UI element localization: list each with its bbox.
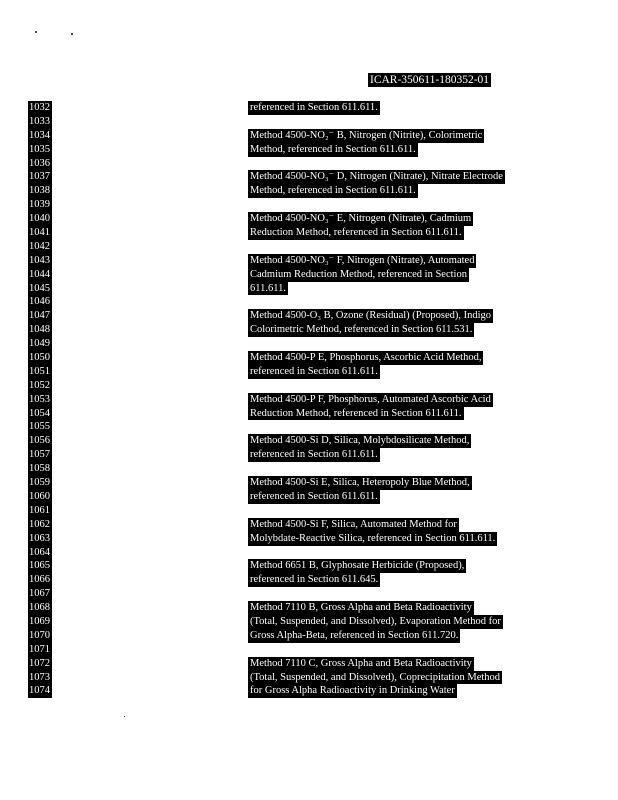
text-line (28, 379, 588, 393)
text-line (28, 504, 588, 518)
line-text: Method 4500-Si F, Silica, Automated Method for (250, 518, 457, 530)
text-line (28, 532, 588, 546)
line-number: 1050 (29, 352, 50, 364)
line-text: Method 7110 C, Gross Alpha and Beta Radioactivity (250, 657, 472, 669)
line-text: Reduction Method, referenced in Section 611.611. (250, 227, 462, 239)
line-text: referenced in Section 611.611. (250, 102, 378, 113)
text-line (28, 448, 588, 462)
line-number: 1066 (29, 574, 50, 586)
line-number: 1046 (29, 296, 50, 308)
line-number: 1056 (29, 435, 50, 447)
line-text: referenced in Section 611.645. (250, 574, 379, 586)
text-line (28, 323, 588, 337)
text-line (28, 143, 588, 157)
line-number: 1052 (29, 379, 50, 391)
line-number: 1044 (29, 268, 50, 280)
line-number: 1051 (29, 365, 50, 377)
line-text: Reduction Method, referenced in Section 611.611. (250, 407, 462, 419)
text-line (28, 184, 588, 198)
text-line (28, 365, 588, 379)
line-number: 1062 (29, 518, 50, 530)
text-line (28, 295, 588, 309)
text-line (28, 671, 588, 685)
line-number: 1059 (29, 477, 50, 489)
line-text: Method, referenced in Section 611.611. (250, 143, 416, 155)
line-number: 1032 (29, 102, 50, 113)
text-line (28, 129, 588, 143)
line-text: Colorimetric Method, referenced in Section 611.531. (250, 324, 473, 336)
line-text: Method 4500-P F, Phosphorus, Automated Ascorbic Acid (250, 393, 491, 405)
text-line (28, 546, 588, 560)
text-line (28, 573, 588, 587)
text-line (28, 254, 588, 268)
line-number: 1061 (29, 504, 50, 516)
line-text: Method 4500-NO₃⁻ D, Nitrogen (Nitrate), Nitrate Electrode (250, 171, 503, 183)
document-id: ICAR-350611-180352-01 (370, 74, 490, 86)
line-number: 1071 (29, 643, 50, 655)
line-text: referenced in Section 611.611. (250, 490, 378, 502)
line-number: 1041 (29, 227, 50, 239)
text-line (28, 684, 588, 698)
line-text: Method 7110 B, Gross Alpha and Beta Radioactivity (250, 602, 472, 614)
text-line (28, 559, 588, 573)
line-number: 1057 (29, 449, 50, 461)
line-number: 1058 (29, 463, 50, 475)
line-number: 1053 (29, 393, 50, 405)
text-line (28, 240, 588, 254)
line-number: 1068 (29, 602, 50, 614)
text-line (28, 407, 588, 421)
line-text: (Total, Suspended, and Dissolved), Coprecipitation Method (250, 671, 501, 683)
text-line (28, 629, 588, 643)
text-line (28, 212, 588, 226)
line-text: Method, referenced in Section 611.611. (250, 185, 416, 197)
line-text: Molybdate-Reactive Silica, referenced in Section 611.611. (250, 532, 496, 544)
line-text: Method 4500-NO₃⁻ F, Nitrogen (Nitrate), Automated (250, 254, 475, 266)
line-number: 1035 (29, 143, 50, 155)
text-line (28, 518, 588, 532)
line-number: 1036 (29, 157, 50, 169)
text-line (28, 601, 588, 615)
text-line (28, 101, 588, 115)
line-number: 1037 (29, 171, 50, 183)
line-number: 1034 (29, 129, 50, 141)
line-text: for Gross Alpha Radioactivity in Drinking Water (250, 685, 455, 697)
text-line (28, 309, 588, 323)
line-number: 1047 (29, 310, 50, 322)
line-number: 1033 (29, 115, 50, 127)
line-text: Method 4500-NO₂⁻ B, Nitrogen (Nitrite), Colorimetric (250, 129, 483, 141)
line-number: 1042 (29, 240, 50, 252)
line-numbered-text (28, 101, 588, 698)
text-line (28, 587, 588, 601)
text-line (28, 351, 588, 365)
text-line (28, 115, 588, 129)
text-line (28, 282, 588, 296)
text-line (28, 198, 588, 212)
line-text: Gross Alpha-Beta, referenced in Section 611.720. (250, 629, 459, 641)
line-text: Method 6651 B, Glyphosate Herbicide (Proposed), (250, 560, 465, 572)
line-number: 1073 (29, 671, 50, 683)
line-text: Method 4500-O₃ B, Ozone (Residual) (Proposed), Indigo (250, 310, 492, 322)
text-line (28, 420, 588, 434)
line-text: referenced in Section 611.611. (250, 365, 378, 377)
line-number: 1038 (29, 185, 50, 197)
text-line (28, 170, 588, 184)
line-text: Cadmium Reduction Method, referenced in Section (250, 268, 467, 280)
line-number: 1065 (29, 560, 50, 572)
line-number: 1064 (29, 546, 50, 558)
line-number: 1049 (29, 338, 50, 350)
line-number: 1067 (29, 588, 50, 600)
text-line (28, 657, 588, 671)
line-number: 1045 (29, 282, 50, 294)
scan-speck (124, 716, 125, 717)
line-number: 1048 (29, 324, 50, 336)
line-text: Method 4500-Si D, Silica, Molybdosilicate Method, (250, 435, 470, 447)
line-number: 1043 (29, 254, 50, 266)
text-line (28, 462, 588, 476)
line-number: 1055 (29, 421, 50, 433)
text-line (28, 268, 588, 282)
text-line (28, 476, 588, 490)
line-text: 611.611. (250, 282, 286, 294)
line-text: referenced in Section 611.611. (250, 449, 378, 461)
scan-speck (35, 31, 37, 33)
line-number: 1069 (29, 615, 50, 627)
line-number: 1060 (29, 490, 50, 502)
line-text: (Total, Suspended, and Dissolved), Evaporation Method for (250, 615, 501, 627)
text-line (28, 226, 588, 240)
line-number: 1040 (29, 213, 50, 225)
line-number: 1039 (29, 199, 50, 211)
text-line (28, 393, 588, 407)
text-line (28, 434, 588, 448)
line-number: 1070 (29, 629, 50, 641)
text-line (28, 490, 588, 504)
line-number: 1054 (29, 407, 50, 419)
line-text: Method 4500-Si E, Silica, Heteropoly Blue Method, (250, 477, 470, 489)
line-number: 1074 (29, 685, 50, 697)
line-number: 1063 (29, 532, 50, 544)
text-line (28, 157, 588, 171)
line-text: Method 4500-P E, Phosphorus, Ascorbic Acid Method, (250, 352, 482, 364)
scan-speck (71, 33, 73, 35)
text-line (28, 337, 588, 351)
text-line (28, 643, 588, 657)
line-text: Method 4500-NO₃⁻ E, Nitrogen (Nitrate), Cadmium (250, 213, 472, 225)
line-number: 1072 (29, 657, 50, 669)
text-line (28, 615, 588, 629)
